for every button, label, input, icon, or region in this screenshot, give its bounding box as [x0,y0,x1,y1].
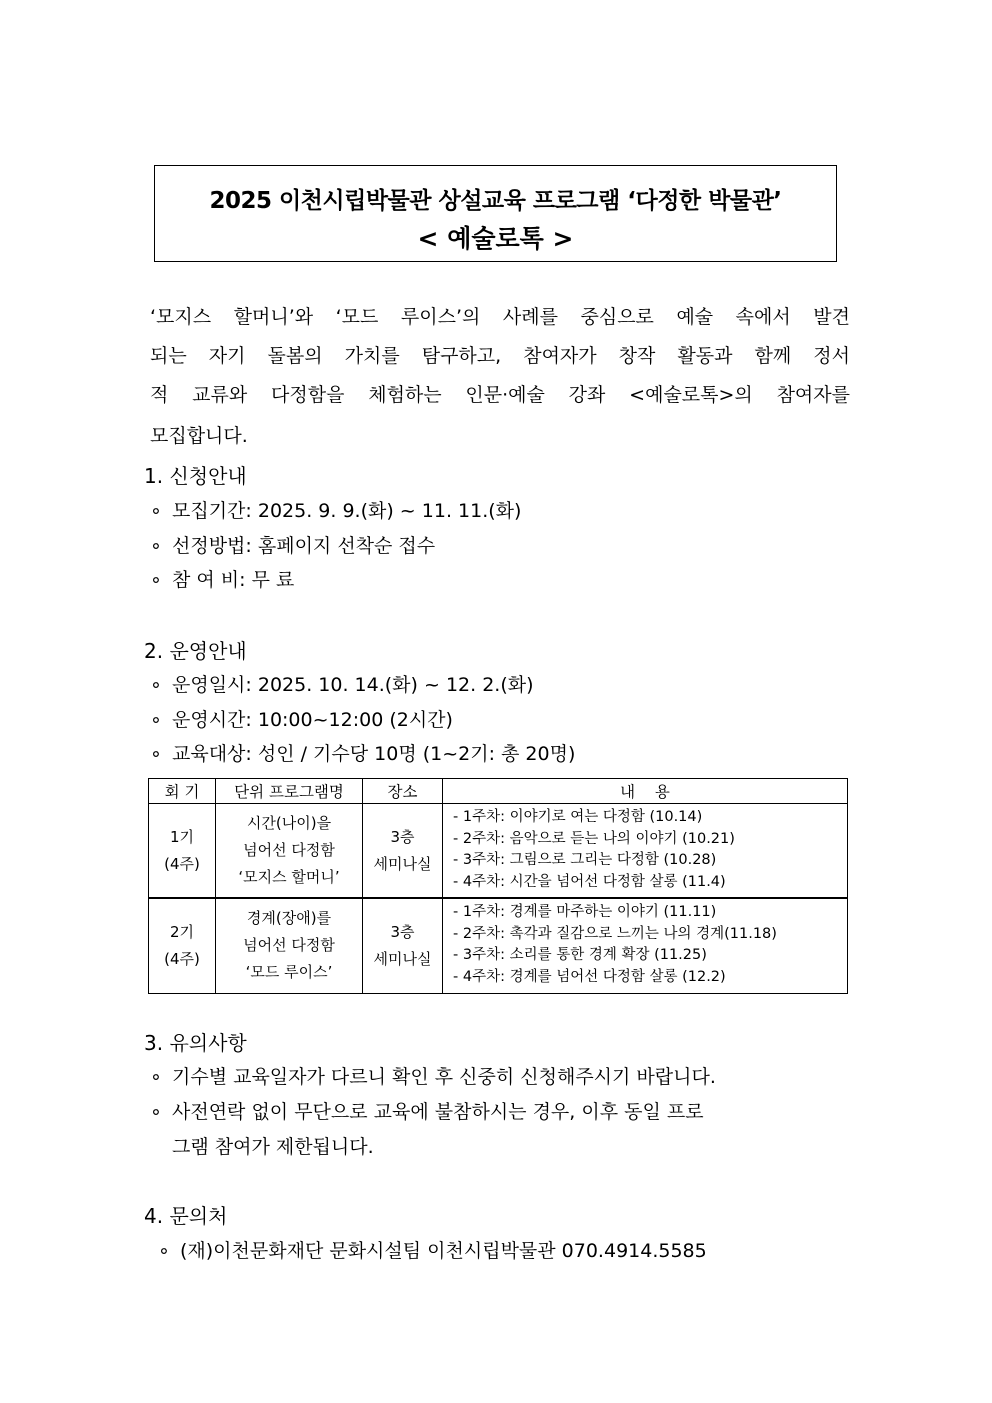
intro-line: 적 교류와 다정함을 체험하는 인문·예술 강좌 <예술로톡>의 참여자를 [150,384,850,406]
table-row [149,898,848,993]
section-heading-operation: 2. 운영안내 [144,639,247,663]
list-item [150,496,521,523]
intro-line: ‘모지스 할머니’와 ‘모드 루이스’의 사례를 중심으로 예술 속에서 발견 [150,306,850,328]
table-header: 장소 [363,779,443,804]
place-cell [363,804,443,899]
table-header-row [149,779,848,804]
table-header: 회 기 [149,779,216,804]
page-title: 2025 이천시립박물관 상설교육 프로그램 ‘다정한 박물관’ [209,188,782,214]
cell-text: - 3주차: 소리를 통한 경계 확장 (11.25) [453,947,707,964]
cell-text: (4주) [164,949,200,968]
list-item [150,739,575,766]
intro-line: 되는 자기 돌봄의 가치를 탐구하고, 참여자가 창작 활동과 함께 정서 [150,345,850,367]
cell-text: 넘어선 다정함 [243,841,335,859]
list-item-text: 교육대상: 성인 / 기수당 10명 (1~2기: 총 20명) [172,743,576,765]
section-heading-contact: 4. 문의처 [144,1204,228,1228]
cell-text: - 2주차: 음악으로 듣는 나의 이야기 (10.21) [453,830,735,847]
title-box [154,165,837,262]
list-item-text: 선정방법: 홈페이지 선착순 접수 [172,535,436,557]
bullet-icon: ∘ [150,535,162,557]
schedule-table [148,778,848,994]
list-item-text: 기수별 교육일자가 다르니 확인 후 신중히 신청해주시기 바랍니다. [172,1066,716,1088]
cell-text: - 1주차: 이야기로 여는 다정함 (10.14) [453,809,703,825]
bullet-icon: ∘ [150,709,162,731]
cell-text: - 3주차: 그림으로 그리는 다정함 (10.28) [453,852,717,868]
bullet-icon: ∘ [150,674,162,696]
cell-text: 3층 [390,827,415,846]
cell-text: 2기 [169,922,195,941]
cell-text: (4주) [164,854,200,873]
list-item-continuation: 그램 참여가 제한됩니다. [172,1136,374,1158]
page-subtitle: < 예술로톡 > [417,224,574,253]
list-item [150,1062,716,1089]
cell-text: 넘어선 다정함 [243,936,335,955]
contact-text: (재)이천문화재단 문화시설팀 이천시립박물관 070.4914.5585 [180,1240,707,1262]
cell-text: ‘모드 루이스’ [245,963,333,982]
bullet-icon: ∘ [150,500,162,522]
cell-text: 3층 [390,922,415,941]
cell-text: 경계(장애)를 [246,909,332,928]
cell-text: 시간(나이)을 [246,814,332,832]
cell-text: - 1주차: 경계를 마주하는 이야기 (11.11) [453,904,717,921]
list-item [150,565,294,592]
cell-text: - 2주차: 촉각과 질감으로 느끼는 나의 경계(11.18) [453,925,777,942]
list-item-text: 참 여 비: 무 료 [172,569,295,591]
bullet-icon: ∘ [158,1240,170,1262]
list-item [150,670,534,697]
section-heading-apply: 1. 신청안내 [144,464,247,488]
list-item [150,531,435,558]
cell-text: - 4주차: 경계를 넘어선 다정함 살롱 (12.2) [453,968,726,985]
content-cell [443,898,848,993]
cell-text: 1기 [169,827,195,846]
bullet-icon: ∘ [150,1101,162,1123]
program-cell [216,804,363,899]
content-cell [443,804,848,899]
program-cell [216,898,363,993]
list-item-text: 모집기간: 2025. 9. 9.(화) ~ 11. 11.(화) [172,500,522,522]
bullet-icon: ∘ [150,1066,162,1088]
place-cell [363,898,443,993]
table-header: 단위 프로그램명 [216,779,363,804]
bullet-icon: ∘ [150,569,162,591]
list-item [150,1097,704,1124]
intro-line: 모집합니다. [150,425,248,447]
list-item [158,1236,707,1263]
list-item-text: 운영일시: 2025. 10. 14.(화) ~ 12. 2.(화) [172,674,534,696]
cell-text: 세미나실 [373,949,432,968]
cell-text: - 4주차: 시간을 넘어선 다정함 살롱 (11.4) [453,873,726,890]
list-item-text: 운영시간: 10:00~12:00 (2시간) [172,709,453,731]
table-header: 내 용 [443,779,848,804]
cell-text: 세미나실 [373,854,432,873]
term-cell [149,804,216,899]
list-item-text: 사전연락 없이 무단으로 교육에 불참하시는 경우, 이후 동일 프로 [172,1101,704,1123]
section-heading-notes: 3. 유의사항 [144,1031,247,1055]
table-row [149,804,848,899]
bullet-icon: ∘ [150,743,162,765]
list-item [150,705,453,732]
cell-text: ‘모지스 할머니’ [238,868,340,886]
term-cell [149,898,216,993]
